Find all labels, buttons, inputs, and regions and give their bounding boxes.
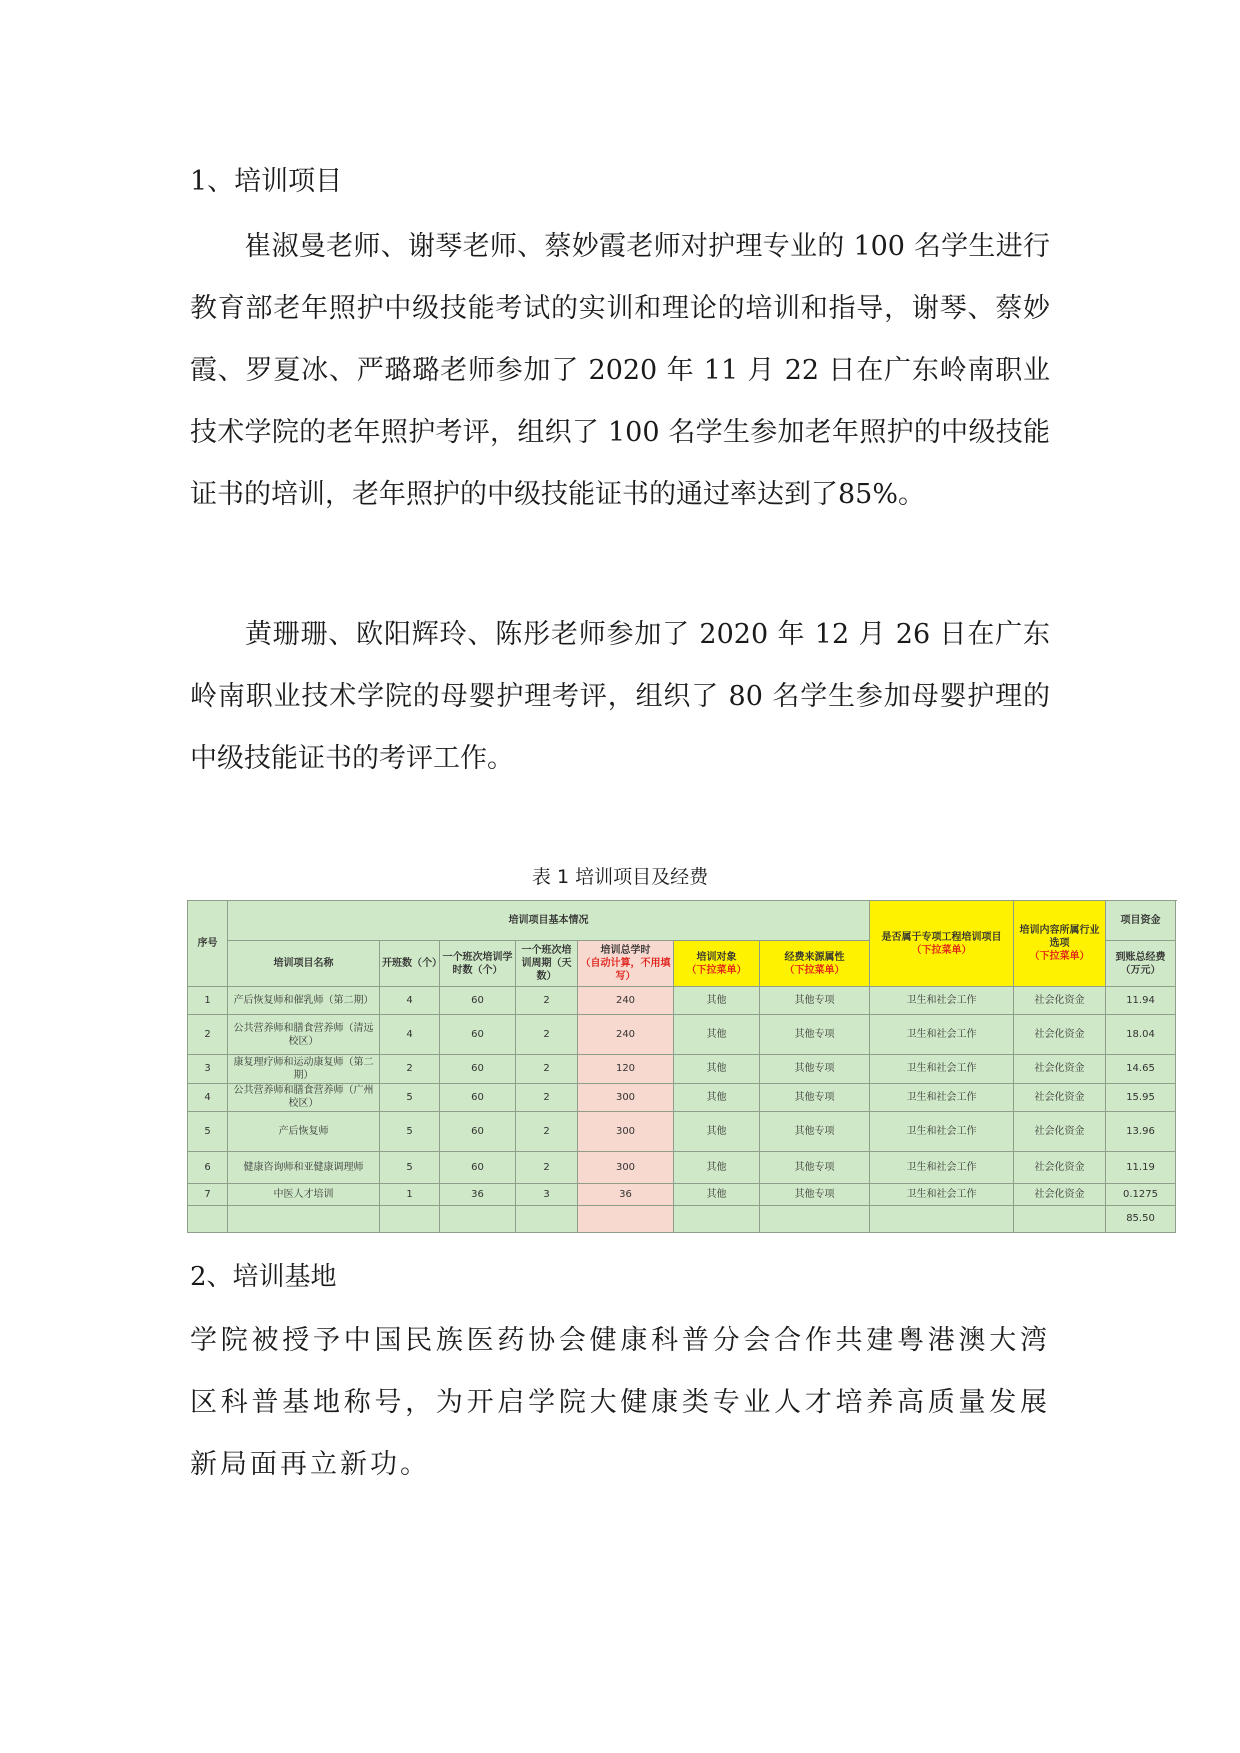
table-row: 5 产后恢复师 5 60 2 300 其他 其他专项 卫生和社会工作 社会化资金 13.96	[188, 1111, 1176, 1151]
table-row: 1 产后恢复师和催乳师（第二期） 4 60 2 240 其他 其他专项 卫生和社会工作 社会化资金 11.94	[188, 987, 1176, 1015]
section1-heading: 1、培训项目	[190, 166, 343, 197]
header-industry: 培训内容所属行业选项 （下拉菜单）	[1014, 901, 1106, 987]
table-row: 2 公共营养师和膳食营养师（清远校区） 4 60 2 240 其他 其他专项 卫生和社会工作 社会化资金 18.04	[188, 1015, 1176, 1055]
total-fund-value: 85.50	[1106, 1205, 1176, 1232]
header-total-fund: 到账总经费（万元）	[1106, 941, 1176, 987]
header-funds: 项目资金	[1106, 901, 1176, 941]
training-table	[187, 900, 1175, 1233]
table-caption: 表 1 培训项目及经费	[531, 866, 709, 888]
header-fund-source: 经费来源属性 （下拉菜单）	[760, 941, 870, 987]
section2-paragraph: 学院被授予中国民族医药协会健康科普分会合作共建粤港澳大湾区科普基地称号，为开启学院大健康类专业人才培养高质量发展新局面再立新功。	[190, 1325, 1050, 1480]
header-name: 培训项目名称	[228, 941, 380, 987]
header-basic-info: 培训项目基本情况	[228, 901, 870, 941]
table-row: 7 中医人才培训 1 36 3 36 其他 其他专项 卫生和社会工作 社会化资金 0.1275	[188, 1183, 1176, 1205]
header-seq: 序号	[188, 901, 228, 987]
header-classes: 开班数（个）	[380, 941, 440, 987]
header-hours: 一个班次培训学时数（个）	[440, 941, 516, 987]
header-days: 一个班次培训周期（天数）	[516, 941, 578, 987]
section2-heading: 2、培训基地	[190, 1262, 337, 1292]
table-row: 4 公共营养师和膳食营养师（广州校区） 5 60 2 300 其他 其他专项 卫生和社会工作 社会化资金 15.95	[188, 1083, 1176, 1111]
table-row: 3 康复理疗师和运动康复师（第二期） 2 60 2 120 其他 其他专项 卫生和社会工作 社会化资金 14.65	[188, 1055, 1176, 1083]
table-total-row	[188, 1205, 1176, 1232]
table-row: 6 健康咨询师和亚健康调理师 5 60 2 300 其他 其他专项 卫生和社会工作 社会化资金 11.19	[188, 1151, 1176, 1183]
header-total-hours: 培训总学时 （自动计算，不用填写）	[578, 941, 674, 987]
section1-paragraph-1: 崔淑曼老师、谢琴老师、蔡妙霞老师对护理专业的 100 名学生进行教育部老年照护中级技能考试的实训和理论的培训和指导，谢琴、蔡妙霞、罗夏冰、严璐璐老师参加了 2020 年 11 月 22 日在广东岭南职业技术学院的老年照护考评，组织了 100 名学生参加老年照护的中级技能证书的培训，老年照护的中级技能证书的通过率达到了85%。	[190, 231, 1050, 510]
section1-paragraph-2: 黄珊珊、欧阳辉玲、陈彤老师参加了 2020 年 12 月 26 日在广东岭南职业技术学院的母婴护理考评，组织了 80 名学生参加母婴护理的中级技能证书的考评工作。	[190, 619, 1050, 774]
header-is-special: 是否属于专项工程培训项目 （下拉菜单）	[870, 901, 1014, 987]
header-target: 培训对象 （下拉菜单）	[674, 941, 760, 987]
